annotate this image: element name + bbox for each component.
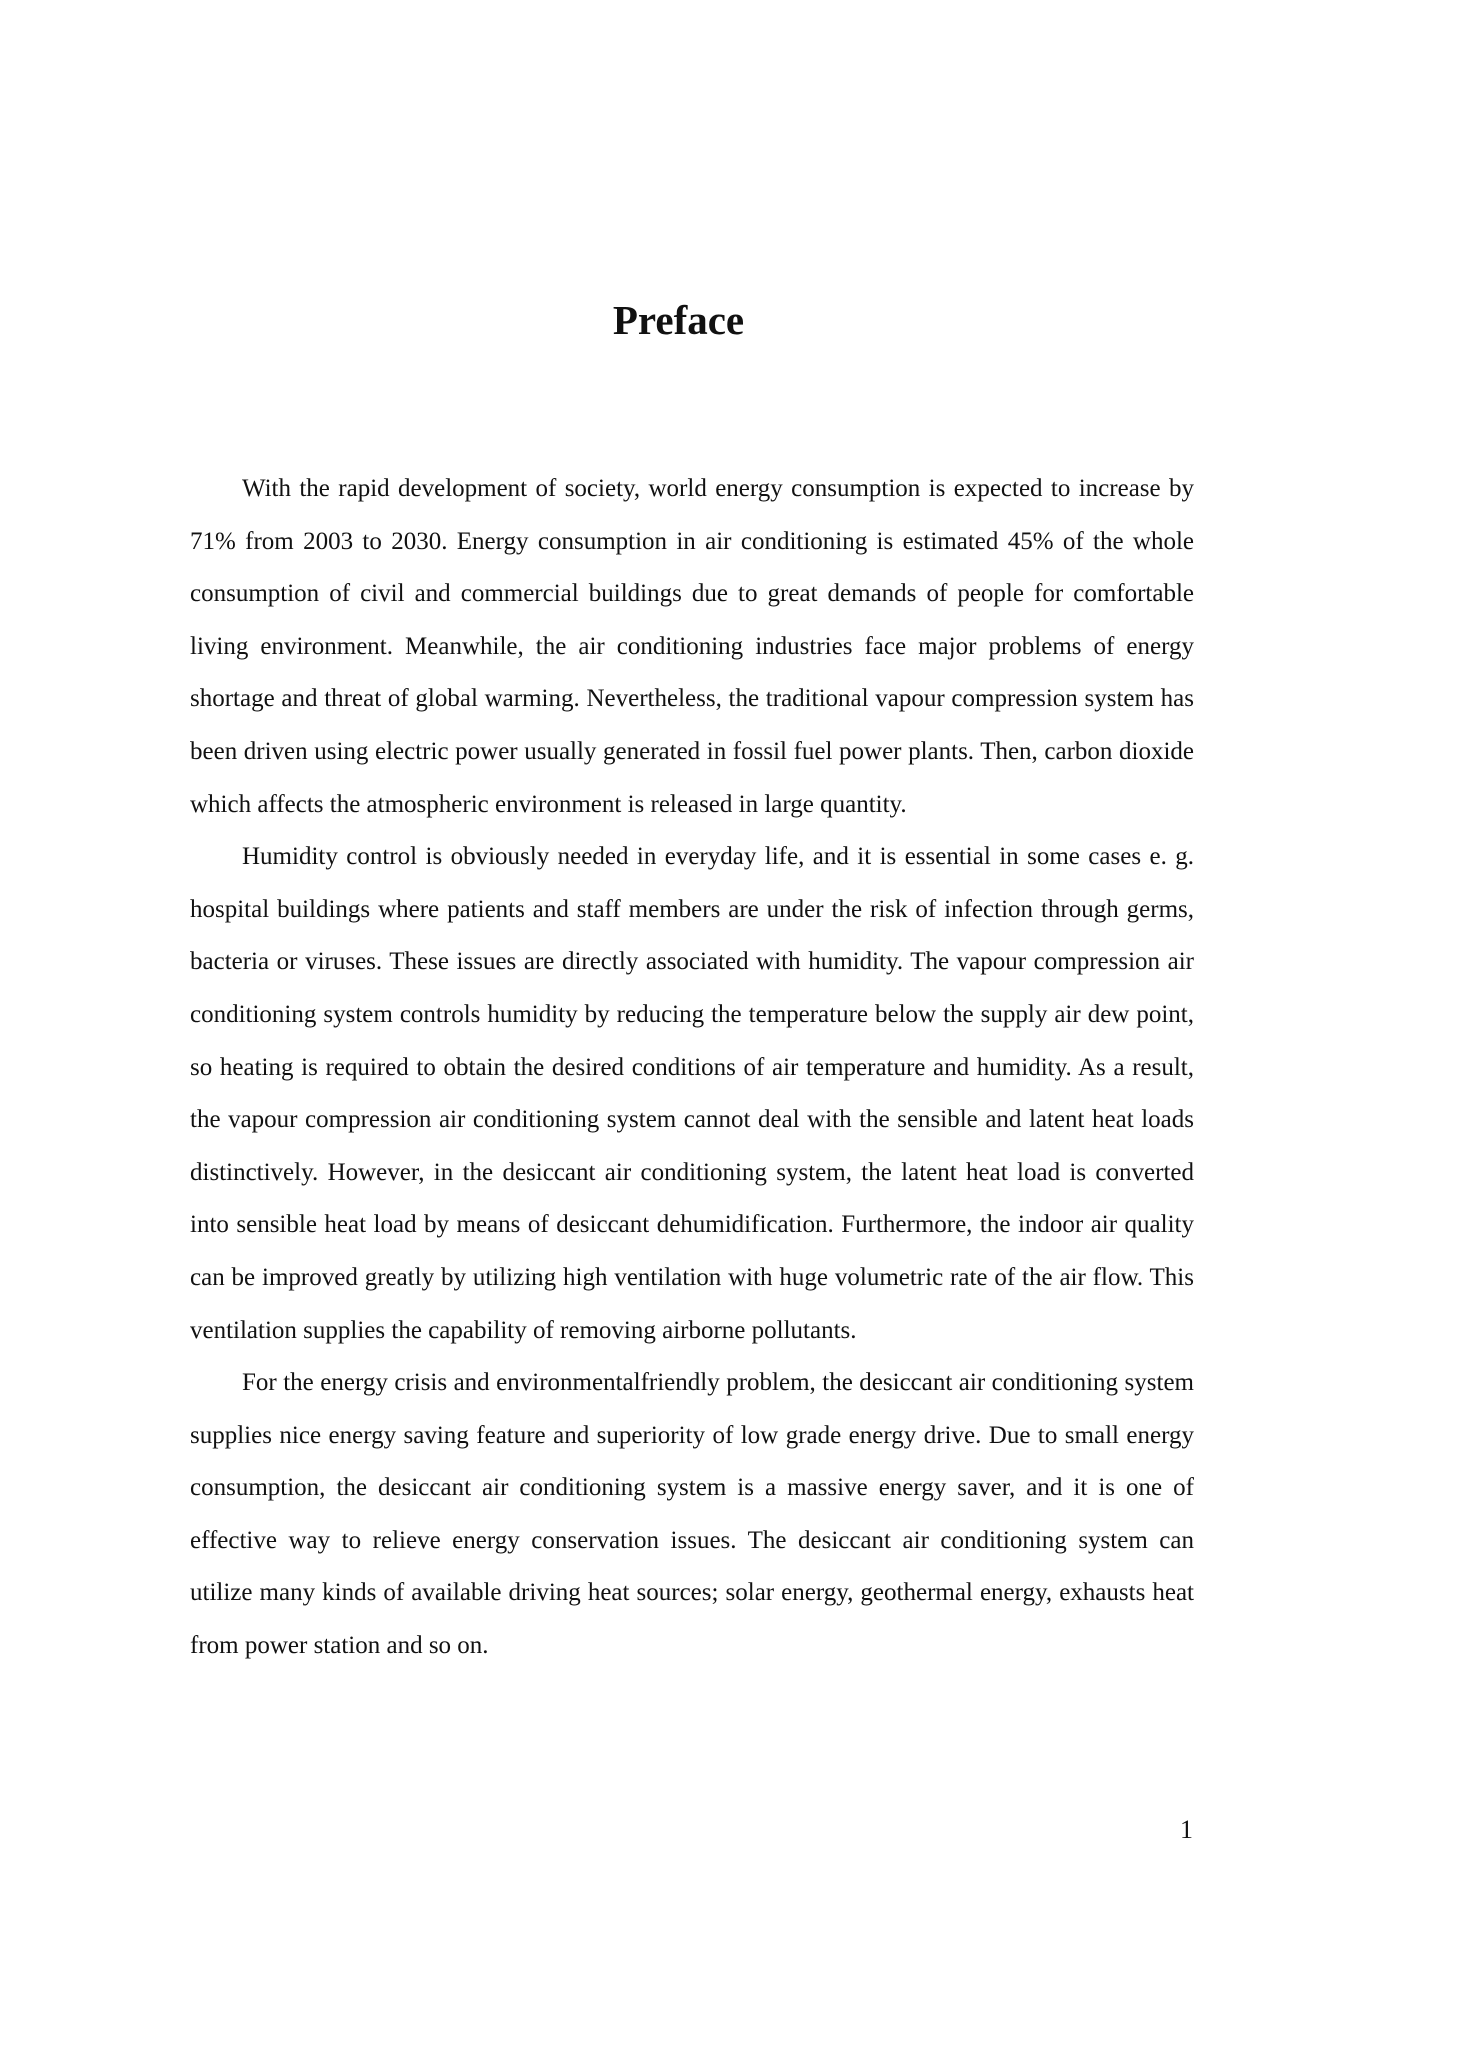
page-number: 1 xyxy=(1180,1815,1193,1844)
preface-body xyxy=(190,463,1194,1673)
page-title: Preface xyxy=(612,297,745,343)
paragraph: With the rapid development of society, world energy consumption is expected to increase by 71% from 2003 to 2030. Energy consumption in air conditioning is estimated 45% of the whole consumption of civil and commercial buildings due to great demands of people for comfortable living environment. Meanwhile, the air conditioning industries face major problems of energy shortage and threat of global warming. Nevertheless, the traditional vapour compression system has been driven using electric power usually generated in fossil fuel power plants. Then, carbon dioxide which affects the atmospheric environment is released in large quantity. xyxy=(190,475,1194,818)
paragraph: For the energy crisis and environmentalfriendly problem, the desiccant air conditioning system supplies nice energy saving feature and superiority of low grade energy drive. Due to small energy consumption, the desiccant air conditioning system is a massive energy saver, and it is one of effective way to relieve energy conservation issues. The desiccant air conditioning system can utilize many kinds of available driving heat sources; solar energy, geothermal energy, exhausts heat from power station and so on. xyxy=(190,1369,1194,1660)
paragraph: Humidity control is obviously needed in everyday life, and it is essential in some cases e. g. hospital buildings where patients and staff members are under the risk of infection through germs, bacteria or viruses. These issues are directly associated with humidity. The vapour compression air conditioning system controls humidity by reducing the temperature below the supply air dew point, so heating is required to obtain the desired conditions of air temperature and humidity. As a result, the vapour compression air conditioning system cannot deal with the sensible and latent heat loads distinctively. However, in the desiccant air conditioning system, the latent heat load is converted into sensible heat load by means of desiccant dehumidification. Furthermore, the indoor air quality can be improved greatly by utilizing high ventilation with huge volumetric rate of the air flow. This ventilation supplies the capability of removing airborne pollutants. xyxy=(190,843,1194,1344)
